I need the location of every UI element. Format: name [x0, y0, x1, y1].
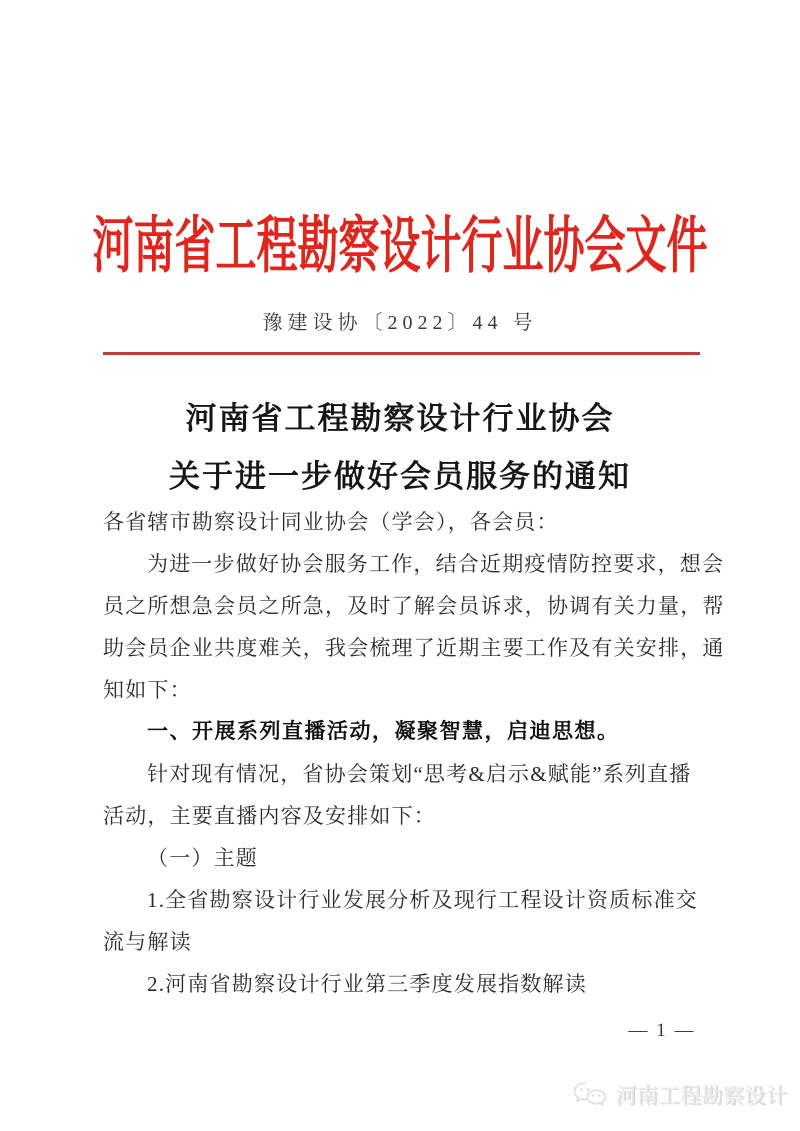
doc-title-line1: 河南省工程勘察设计行业协会	[185, 401, 615, 436]
wechat-icon	[572, 1081, 608, 1109]
body-text-line: 流与解读	[103, 930, 192, 954]
watermark	[572, 1080, 788, 1110]
body-text-line: 1.全省勘察设计行业发展分析及现行工程设计资质标准交	[147, 888, 698, 912]
doc-number: 豫建设协〔2022〕44 号	[262, 312, 538, 334]
body-text-line: 知如下：	[103, 678, 192, 702]
body-heading-line: 一、开展系列直播活动，凝聚智慧，启迪思想。	[147, 720, 620, 743]
doc-title	[0, 390, 800, 506]
body-text-line: 针对现有情况，省协会策划“思考&启示&赋能”系列直播	[147, 762, 692, 786]
red-rule-divider	[103, 352, 700, 355]
body-text-line: 2.河南省勘察设计行业第三季度发展指数解读	[147, 972, 587, 996]
page-number: — 1 —	[628, 1020, 696, 1041]
body-lines	[103, 501, 725, 1005]
body-text-line: 各省辖市勘察设计同业协会（学会），各会员：	[103, 510, 559, 534]
watermark-text: 河南工程勘察设计	[616, 1084, 788, 1108]
banner-title: 河南省工程勘察设计行业协会文件	[92, 211, 708, 280]
body-text-line: 员之所想急会员之所急，及时了解会员诉求，协调有关力量，帮	[103, 594, 725, 618]
body-text-line: 为进一步做好协会服务工作，结合近期疫情防控要求，想会	[147, 552, 725, 576]
body-text-line: 活动，主要直播内容及安排如下：	[103, 804, 436, 828]
doc-title-line2: 关于进一步做好会员服务的通知	[169, 459, 631, 494]
body-text-line: （一）主题	[147, 846, 258, 870]
body-text-line: 助会员企业共度难关，我会梳理了近期主要工作及有关安排，通	[103, 636, 725, 660]
